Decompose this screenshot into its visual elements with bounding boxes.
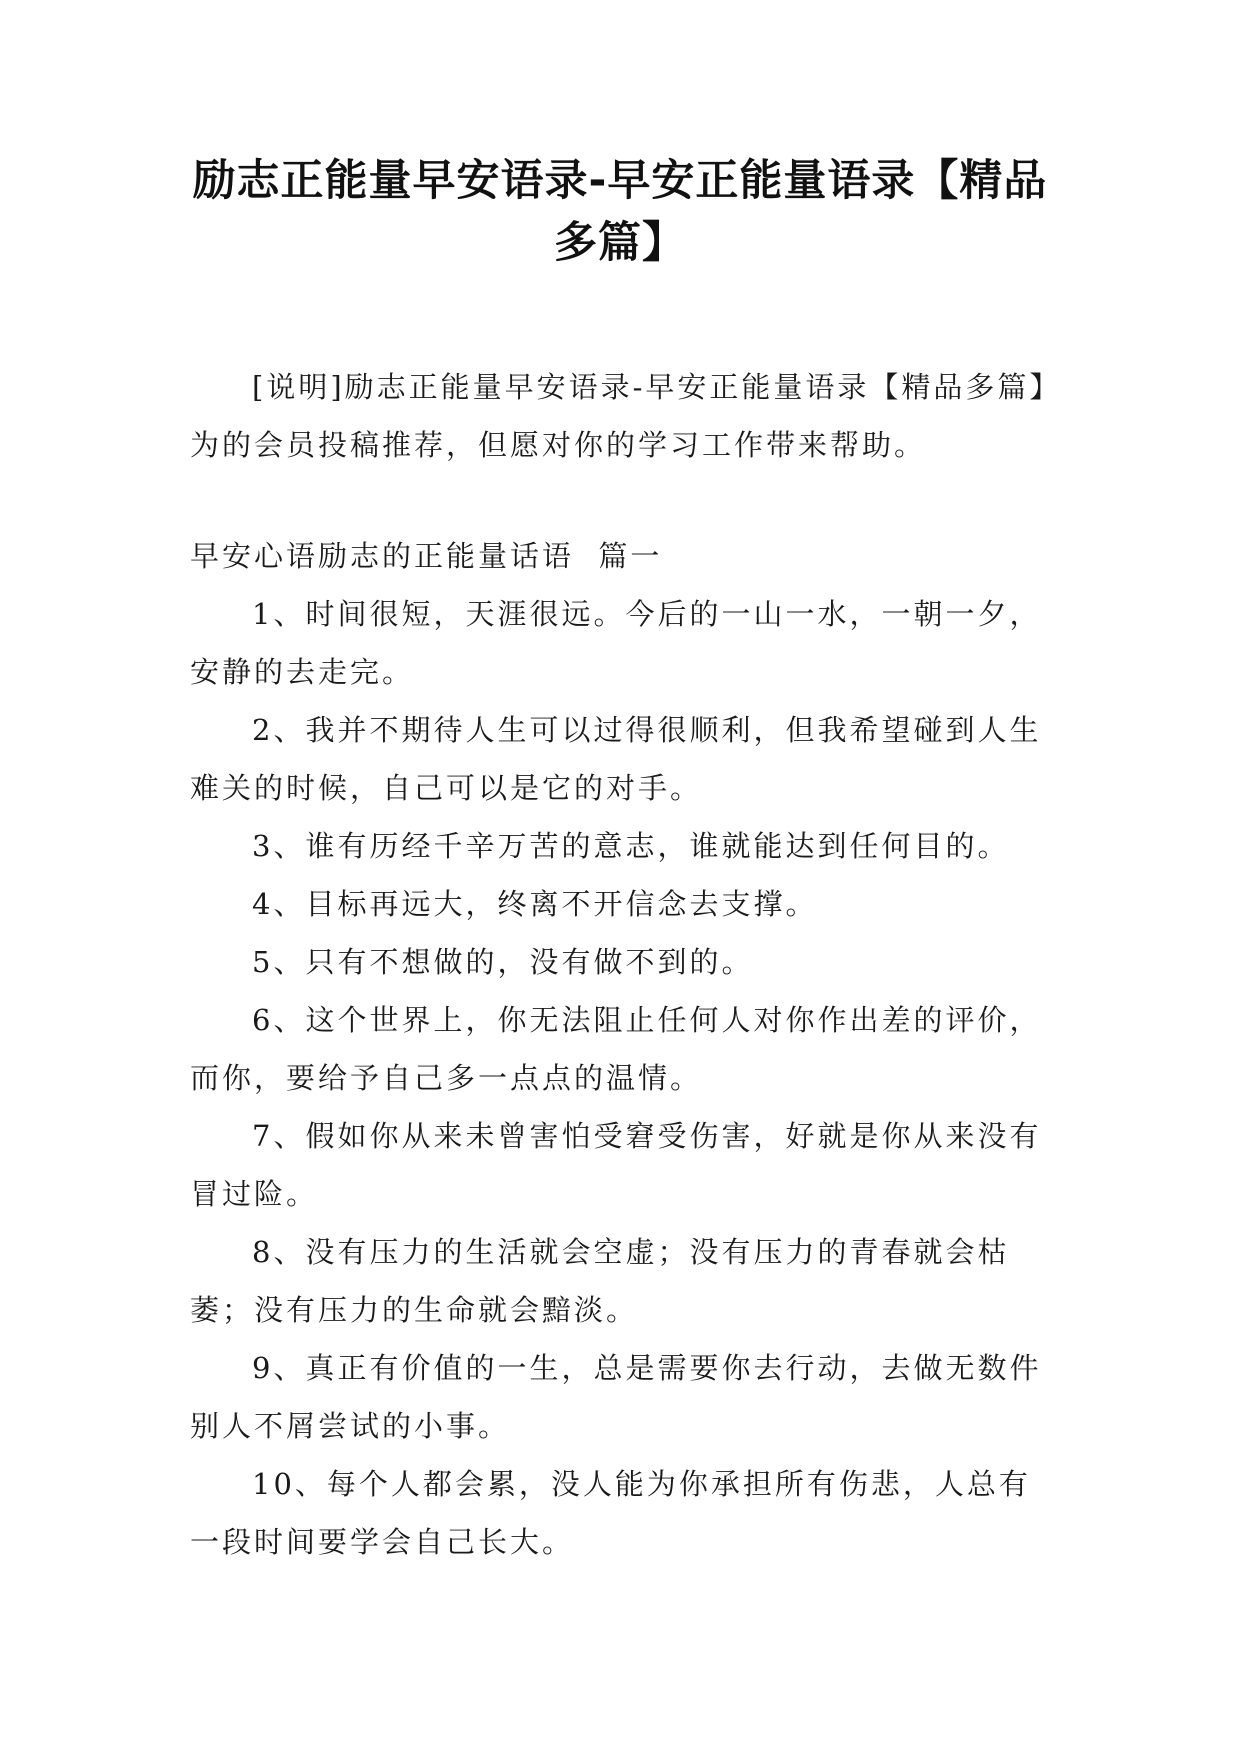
list-item: 1、时间很短，天涯很远。今后的一山一水，一朝一夕，安静的去走完。 [190, 597, 1042, 689]
intro-paragraph: [说明]励志正能量早安语录-早安正能量语录【精品多篇】为的会员投稿推荐，但愿对你的学习工作带来帮助。 [190, 370, 1047, 462]
list-item: 9、真正有价值的一生，总是需要你去行动，去做无数件别人不屑尝试的小事。 [190, 1351, 1042, 1443]
list-item: 7、假如你从来未曾害怕受窘受伤害，好就是你从来没有冒过险。 [190, 1119, 1042, 1211]
list-item: 4、目标再远大，终离不开信念去支撑。 [252, 887, 818, 921]
list-item: 2、我并不期待人生可以过得很顺利，但我希望碰到人生难关的时候，自己可以是它的对手。 [190, 713, 1042, 805]
list-item: 8、没有压力的生活就会空虚；没有压力的青春就会枯萎；没有压力的生命就会黯淡。 [190, 1235, 1010, 1327]
quote-list [190, 585, 1052, 1571]
list-item: 5、只有不想做的，没有做不到的。 [252, 945, 754, 979]
list-item: 10、每个人都会累，没人能为你承担所有伤悲，人总有一段时间要学会自己长大。 [190, 1467, 1031, 1559]
section-heading: 早安心语励志的正能量话语 篇一 [190, 539, 663, 573]
document-title: 励志正能量早安语录-早安正能量语录【精品多篇】 [192, 156, 1048, 268]
list-item: 6、这个世界上，你无法阻止任何人对你作出差的评价，而你，要给予自己多一点点的温情。 [190, 1003, 1042, 1095]
list-item: 3、谁有历经千辛万苦的意志，谁就能达到任何目的。 [252, 829, 1010, 863]
